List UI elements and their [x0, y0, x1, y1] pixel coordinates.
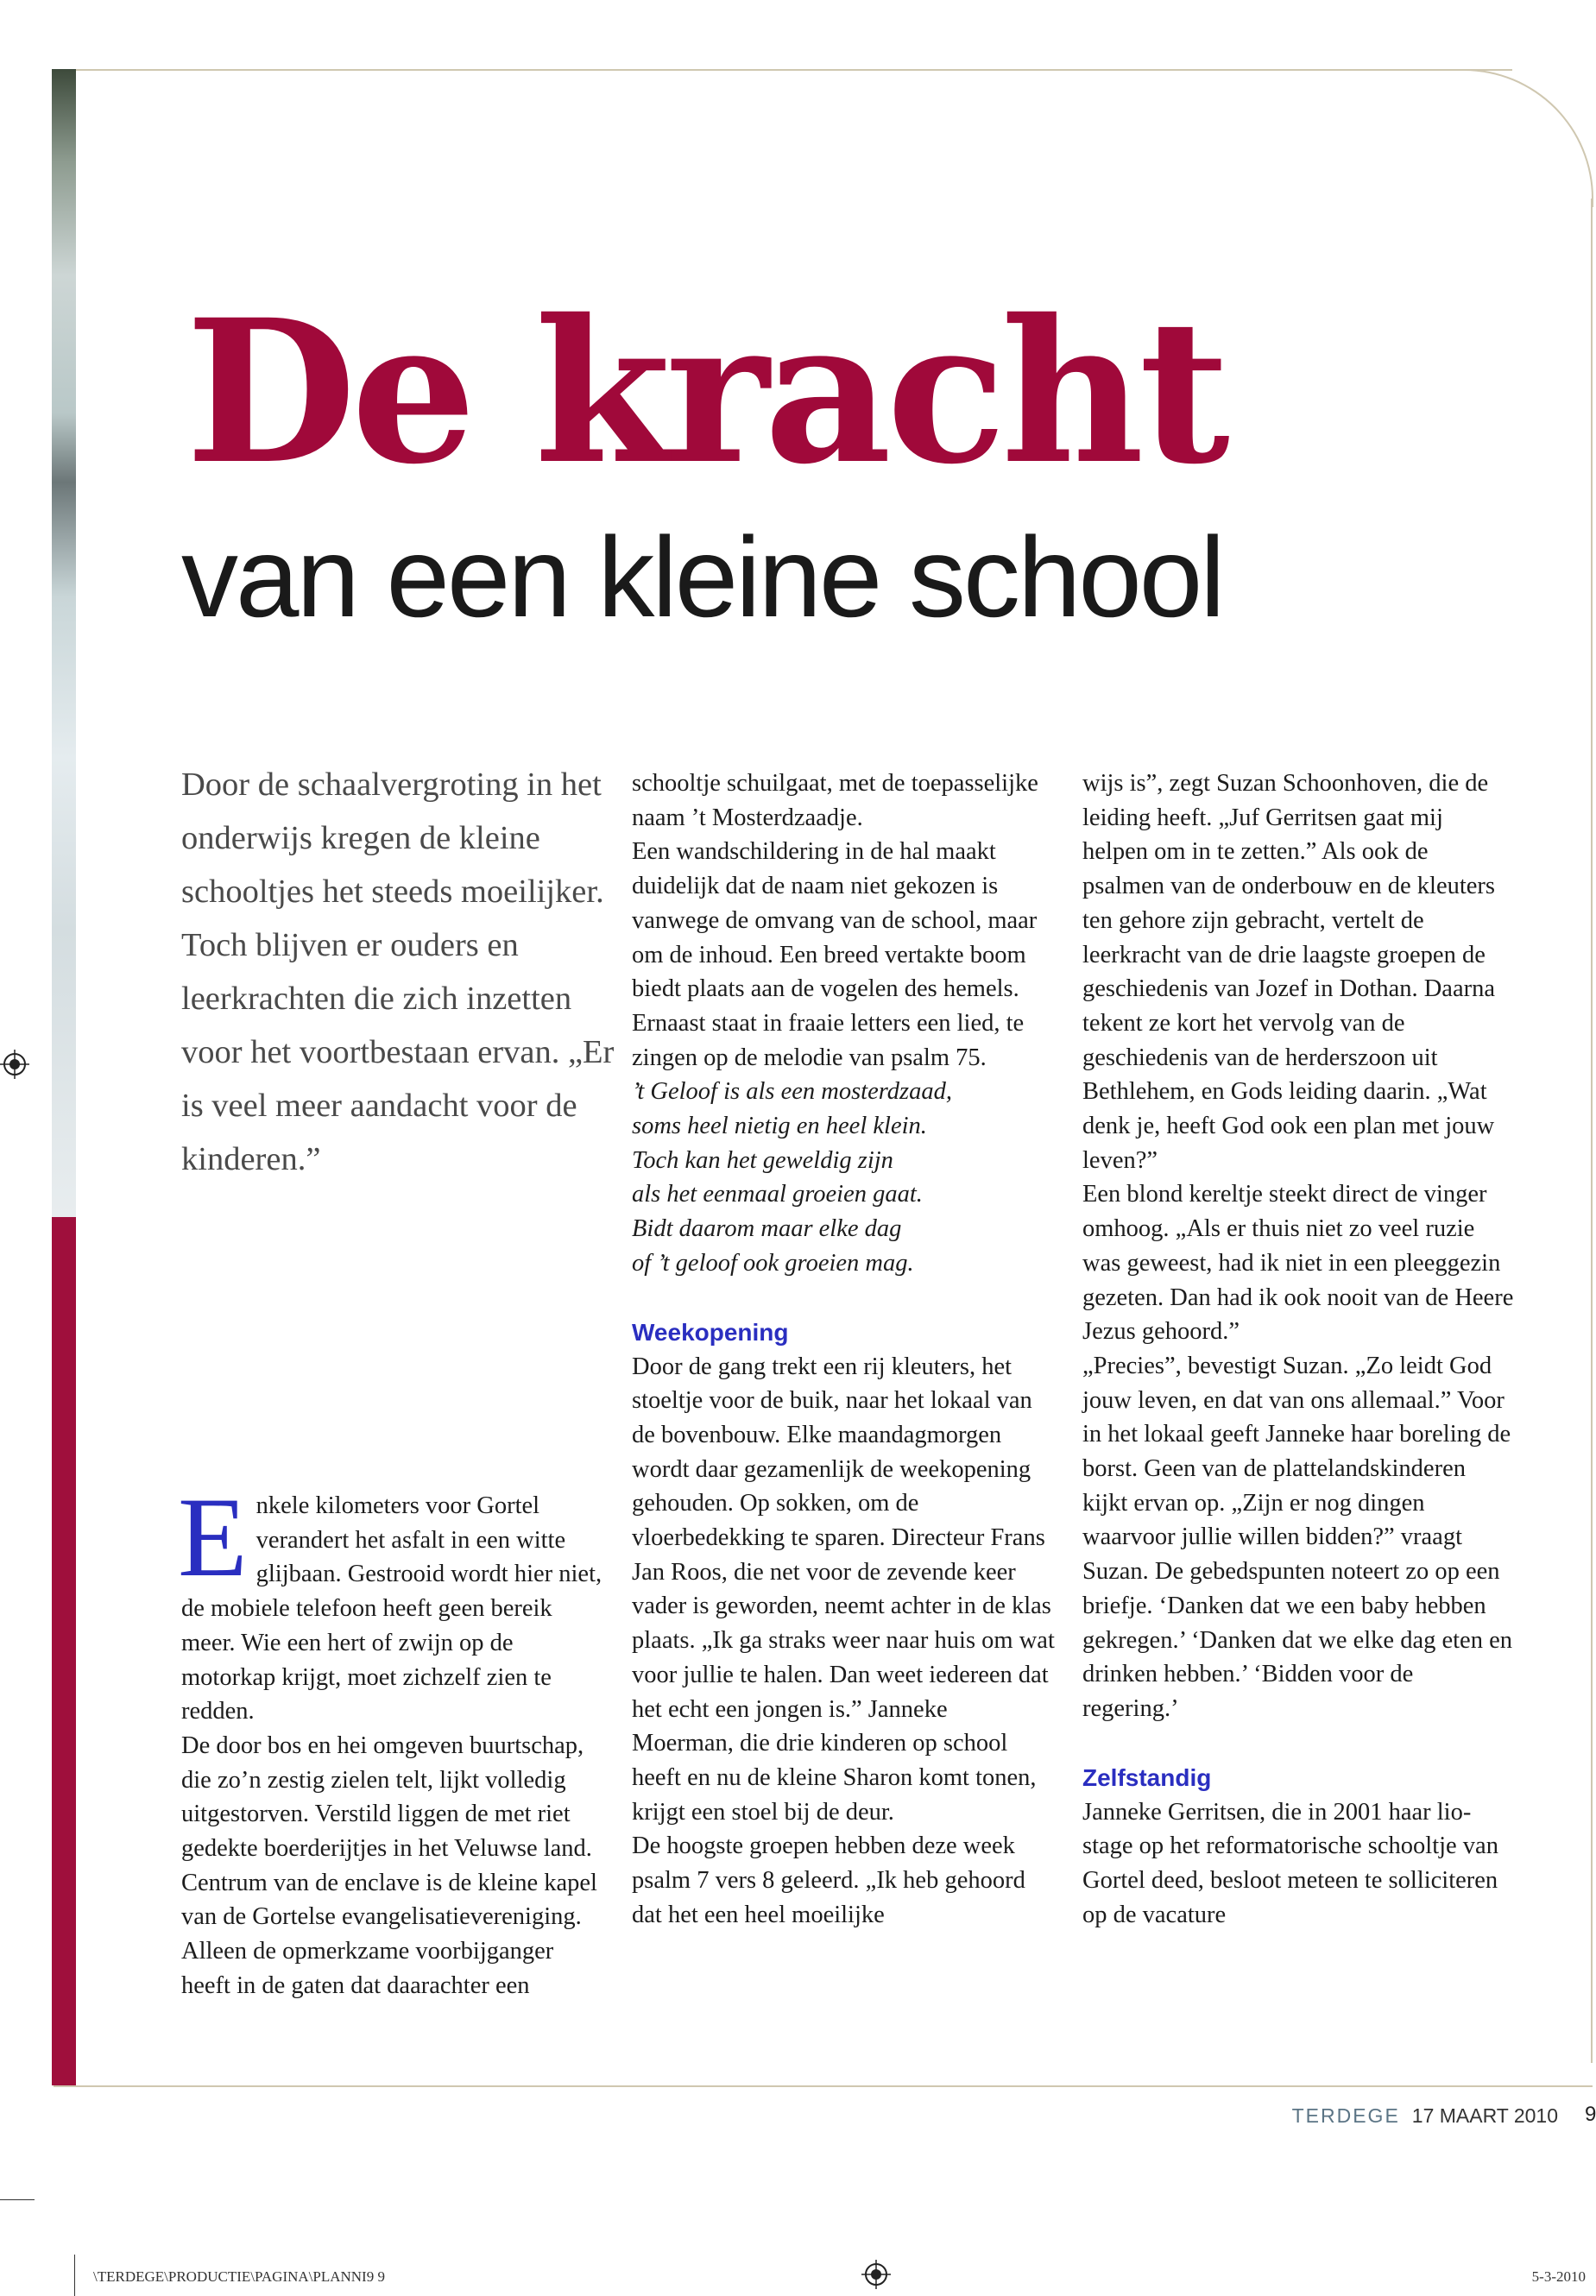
paragraph: Een blond kereltje steekt direct de vinger omhoog. „Als er thuis niet zo veel ruzie was geweest, had ik niet in een pleeggezin gezeten. Dan had ik ook nooit van de Heere Jezus gehoord.” — [1082, 1181, 1514, 1346]
paragraph: Een wandschildering in de hal maakt duidelijk dat de naam niet gekozen is vanwege de omvang van de school, maar om de inhoud. Een breed vertakte boom biedt plaats aan de vogelen des hemels. Ernaast staat in fraaie letters een lied, te zingen op de melodie van psalm 75. — [632, 838, 1038, 1071]
paragraph-text: nkele kilometers voor Gortel verandert het asfalt in een witte glijbaan. Gestrooid wordt hier niet, de mobiele telefoon heeft geen bereik meer. Wie een hert of zwijn op de motorkap krijgt, moet zichzelf zien te redden. — [181, 1492, 602, 1725]
paragraph: „Precies”, bevestigt Suzan. „Zo leidt God jouw leven, en dat van ons allemaal.” Voor in het lokaal geeft Janneke haar boreling de borst. Geen van de plattelandskinderen kijkt ervan op. „Zijn er nog dingen waarvoor jullie willen bidden?” vraagt Suzan. De gebedspunten noteert zo op een briefje. ‘Danken dat we een baby hebben gekregen.’ ‘Danken dat we elke dag eten en drinken hebben.’ ‘Bidden voor de regering.’ — [1082, 1352, 1512, 1722]
accent-bar — [52, 1217, 76, 2085]
column-3 — [1082, 766, 1514, 1933]
poem — [632, 1075, 1055, 1280]
paragraph: schooltje schuilgaat, met de toepasselijke naam ’t Mosterdzaadje. — [632, 770, 1038, 831]
page-frame-right — [1591, 199, 1593, 2063]
paragraph: De door bos en hei omgeven buurtschap, die zo’n zestig zielen telt, lijkt volledig uitgestorven. Verstild liggen de met riet gedekte boerderijtjes in het Veluwse land. Centrum van de enclave is de kleine kapel van de Gortelse evangelisatievereniging. Alleen de opmerkzame voorbijganger heeft in de gaten dat daarachter een — [181, 1731, 597, 1999]
poem-line: of ’t geloof ook groeien mag. — [632, 1249, 914, 1277]
paragraph — [178, 1473, 604, 1729]
paragraph: Door de gang trekt een rij kleuters, het stoeltje voor de buik, naar het lokaal van de bovenbouw. Elke maandagmorgen wordt daar gezamenlijk de weekopening gehouden. Op sokken, om de vloerbedekking te sparen. Directeur Frans Jan Roos, die net voor de zevende keer vader is geworden, neemt achter in de klas plaats. „Ik ga straks weer naar huis om wat voor jullie te halen. Dan weet iedereen dat het echt een jongen is.” Janneke Moerman, die drie kinderen op school heeft en nu de kleine Sharon komt tonen, krijgt een stoel bij de deur. — [632, 1353, 1055, 1826]
poem-line: Toch kan het geweldig zijn — [632, 1146, 893, 1174]
poem-line: Bidt daarom maar elke dag — [632, 1215, 902, 1243]
page-frame-corner — [1455, 69, 1593, 207]
photo-strip — [52, 69, 76, 1217]
registration-mark-icon — [861, 2260, 891, 2289]
print-slug-date: 5-3-2010 — [1531, 2268, 1586, 2285]
page-frame-bottom — [54, 2085, 1593, 2087]
crop-mark — [74, 2255, 75, 2296]
page-frame-top — [54, 69, 1512, 71]
print-slug-path: \TERDEGE\PRODUCTIE\PAGINA\PLANNI9 9 — [93, 2268, 385, 2285]
subhead-zelfstandig: Zelfstandig — [1082, 1763, 1212, 1791]
page-number: 9 — [1585, 2103, 1596, 2126]
paragraph: wijs is”, zegt Suzan Schoonhoven, die de leiding heeft. „Juf Gerritsen gaat mij helpen om in te zetten.” Als ook de psalmen van de onderbouw en de kleuters ten gehore zijn gebracht, vertelt de leerkracht van de drie laagste groepen de geschiedenis van Jozef in Dothan. Daarna tekent ze kort het vervolg van de geschiedenis van de herderszoon uit Bethlehem, en Gods leiding daarin. „Wat denk je, heeft God ook een plan met jouw leven?” — [1082, 770, 1496, 1174]
article-title: De kracht — [186, 276, 1225, 508]
article-subtitle: van een kleine school — [181, 514, 1223, 640]
page-footer — [1292, 2104, 1558, 2128]
article-intro: Door de schaalvergroting in het onderwijs kregen de kleine schooltjes het steeds moeilijker. Toch blijven er ouders en leerkrachten die zich inzetten voor het voortbestaan ervan. „Er is veel meer aandacht voor de kinderen.” — [181, 766, 615, 1177]
column-2 — [632, 766, 1055, 1933]
crop-mark — [0, 2199, 35, 2200]
subhead-weekopening: Weekopening — [632, 1318, 789, 1346]
poem-line: als het eenmaal groeien gaat. — [632, 1181, 923, 1208]
issue-date: 17 MAART 2010 — [1411, 2104, 1558, 2127]
paragraph: De hoogste groepen hebben deze week psalm 7 vers 8 geleerd. „Ik heb gehoord dat het een heel moeilijke — [632, 1832, 1025, 1928]
magazine-name: TERDEGE — [1291, 2104, 1400, 2127]
poem-line: ’t Geloof is als een mosterdzaad, — [632, 1078, 953, 1106]
column-1 — [178, 1473, 604, 2003]
poem-line: soms heel nietig en heel klein. — [632, 1113, 927, 1140]
registration-mark-icon — [0, 1050, 29, 1079]
drop-cap: E — [178, 1473, 248, 1600]
paragraph: Janneke Gerritsen, die in 2001 haar lio-stage op het reformatorische schooltje van Gortel deed, besloot meteen te solliciteren op de vacature — [1082, 1798, 1498, 1928]
